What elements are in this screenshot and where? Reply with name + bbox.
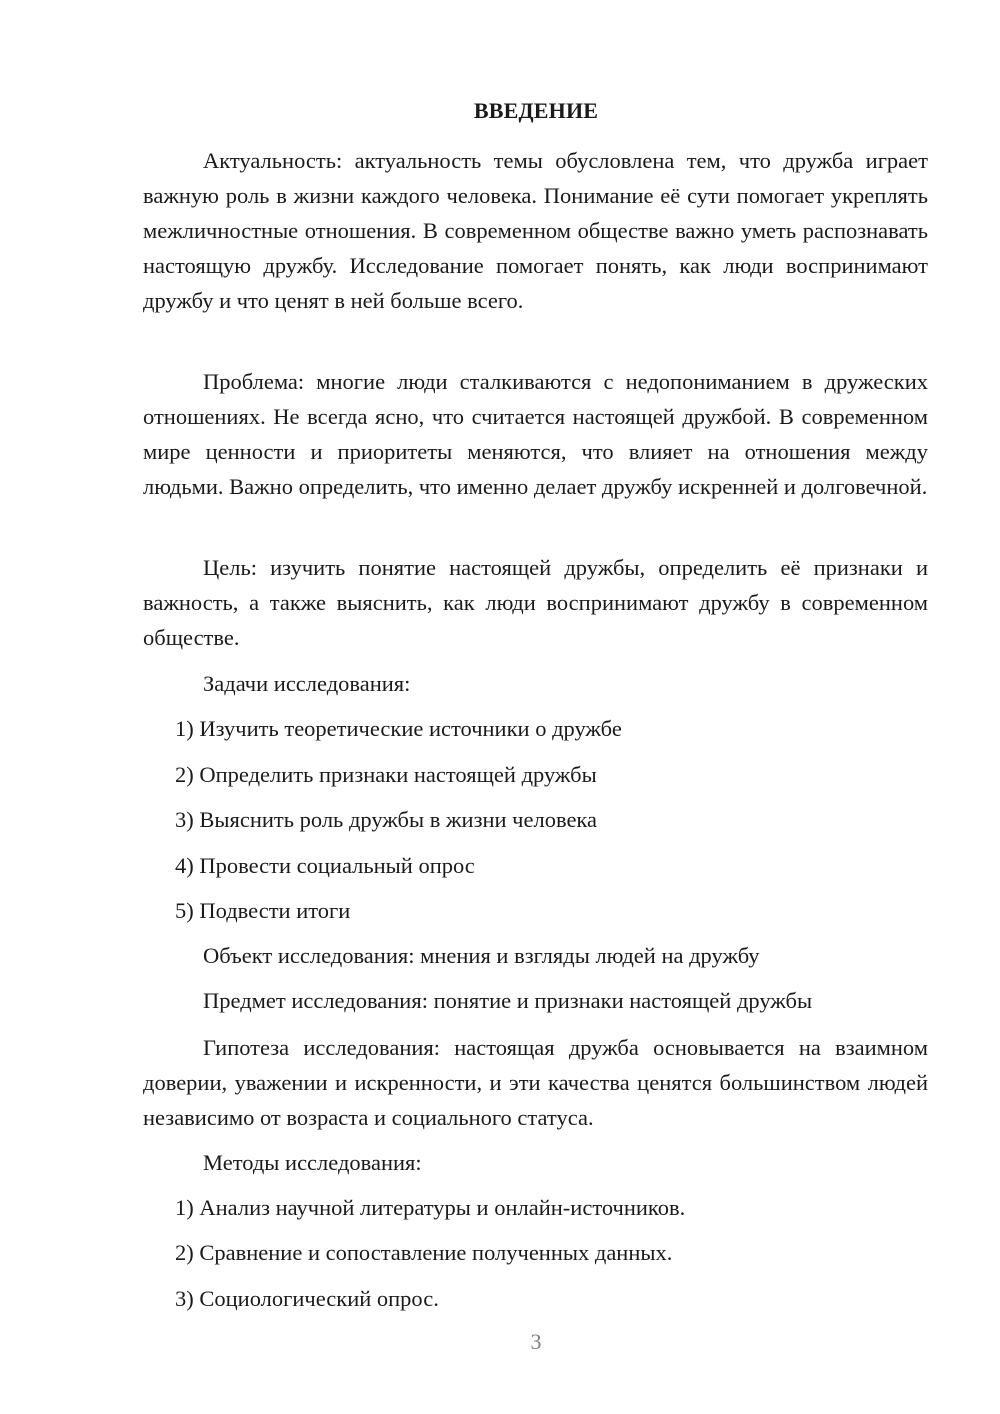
relevance-section [143, 143, 928, 318]
task-item: 1) Изучить теоретические источники о дружбе [175, 716, 622, 741]
method-item: 2) Сравнение и сопоставление полученных данных. [175, 1240, 673, 1265]
relevance-paragraph: Актуальность: актуальность темы обусловлена тем, что дружба играет важную роль в жизни каждого человека. Понимание её сути помогает укреплять межличностные отношения. В современном обществе важно уметь распознавать настоящую дружбу. Исследование помогает понять, как люди воспринимают дружбу и что ценят в ней больше всего. [143, 148, 928, 313]
tasks-heading: Задачи исследования: [203, 671, 411, 696]
task-item: 3) Выяснить роль дружбы в жизни человека [175, 807, 598, 832]
page-title: ВВЕДЕНИЕ [473, 98, 599, 123]
task-item: 4) Провести социальный опрос [175, 853, 475, 878]
method-item: 3) Социологический опрос. [175, 1286, 439, 1311]
hypothesis-paragraph: Гипотеза исследования: настоящая дружба основывается на взаимном доверии, уважении и искренности, и эти качества ценятся большинством людей независимо от возраста и социального статуса. [143, 1035, 928, 1130]
problem-section [143, 364, 928, 504]
research-subject: Предмет исследования: понятие и признаки настоящей дружбы [203, 988, 813, 1013]
page-number: 3 [530, 1329, 542, 1354]
methods-heading: Методы исследования: [203, 1150, 422, 1175]
method-item: 1) Анализ научной литературы и онлайн-источников. [175, 1195, 686, 1220]
task-item: 2) Определить признаки настоящей дружбы [175, 762, 597, 787]
goal-paragraph: Цель: изучить понятие настоящей дружбы, определить её признаки и важность, а также выяснить, как люди воспринимают дружбу в современном обществе. [143, 555, 928, 650]
goal-section [143, 550, 928, 655]
hypothesis-section [143, 1030, 928, 1135]
research-object: Объект исследования: мнения и взгляды людей на дружбу [203, 943, 760, 968]
problem-paragraph: Проблема: многие люди сталкиваются с недопониманием в дружеских отношениях. Не всегда ясно, что считается настоящей дружбой. В современном мире ценности и приоритеты меняются, что влияет на отношения между людьми. Важно определить, что именно делает дружбу искренней и долговечной. [143, 369, 928, 499]
task-item: 5) Подвести итоги [175, 898, 351, 923]
